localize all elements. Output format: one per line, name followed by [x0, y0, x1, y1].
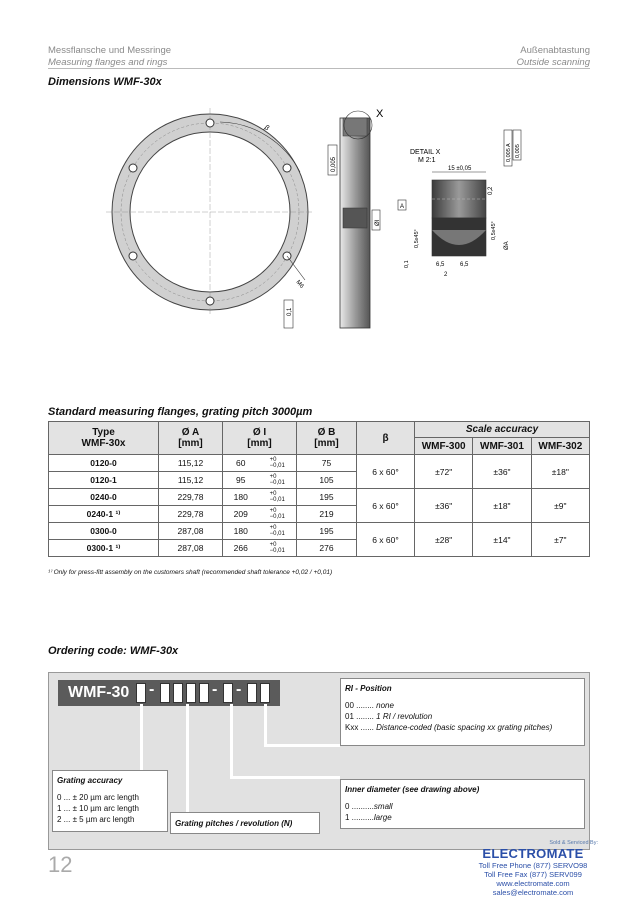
cell-i: 95 [223, 472, 259, 489]
email-link[interactable]: sales@electromate.com [492, 888, 574, 897]
leader-line [230, 776, 340, 779]
cell-i: 209 [223, 506, 259, 523]
cell-a: 287,08 [159, 523, 223, 540]
ri-position-title: RI - Position [345, 684, 392, 693]
grating-pitches-box [170, 812, 320, 834]
cell-wmf300: ±36" [415, 489, 473, 523]
ring-front-view [106, 108, 314, 328]
cell-type: 0120-0 [49, 455, 159, 472]
code-slot [186, 683, 196, 703]
svg-text:0,005: 0,005 [515, 144, 521, 158]
cell-wmf301: ±14" [473, 523, 531, 557]
header-left-title: Messflansche und Messringe [48, 45, 172, 56]
cell-i-tolerance: +0 −0,01 [259, 489, 297, 506]
grating-accuracy-box: Grating accuracy 0 ... ± 20 µm arc length 1 ... ± 10 µm arc length 2 ... ± 5 µm arc length [52, 770, 168, 832]
col-type: Type WMF-30x [49, 422, 159, 455]
leader-line [264, 704, 267, 746]
cell-a: 229,78 [159, 506, 223, 523]
leader-line [230, 704, 233, 778]
ri-position-box: RI - Position 00 ........ none 01 ........ 1 RI / revolution Kxx ...... Distance-coded (basic spacing xx grating pitches) [340, 678, 585, 746]
inner-diameter-title: Inner diameter (see drawing above) [345, 785, 480, 794]
svg-text:0,005: 0,005 [331, 156, 337, 172]
svg-text:0,5x45°: 0,5x45° [491, 221, 497, 240]
cell-wmf301: ±36" [473, 455, 531, 489]
detail-title: DETAIL X [410, 149, 441, 156]
code-slot [160, 683, 170, 703]
cell-wmf302: ±9" [531, 489, 589, 523]
cell-a: 287,08 [159, 540, 223, 557]
cell-b: 276 [297, 540, 357, 557]
website-link[interactable]: www.electromate.com [496, 879, 570, 888]
cell-beta: 6 x 60° [357, 489, 415, 523]
col-wmf301: WMF-301 [473, 438, 531, 455]
col-b: Ø B [mm] [297, 422, 357, 455]
cell-i: 60 [223, 455, 259, 472]
svg-text:15 ±0,05: 15 ±0,05 [448, 166, 472, 172]
cell-wmf301: ±18" [473, 489, 531, 523]
cell-b: 105 [297, 472, 357, 489]
svg-text:ØI: ØI [375, 219, 381, 226]
header-left [48, 45, 171, 69]
cell-i: 266 [223, 540, 259, 557]
code-dash: - [212, 681, 218, 698]
grating-accuracy-title: Grating accuracy [57, 776, 123, 785]
svg-text:0,1: 0,1 [287, 307, 293, 316]
code-dash: - [149, 681, 155, 698]
cell-type: 0120-1 [49, 472, 159, 489]
cell-type: 0240-0 [49, 489, 159, 506]
cell-i-tolerance: +0 −0,01 [259, 506, 297, 523]
detail-scale: M 2:1 [418, 157, 436, 164]
col-wmf302: WMF-302 [531, 438, 589, 455]
col-beta: β [357, 422, 415, 455]
cell-b: 195 [297, 523, 357, 540]
electromate-logo: ELECTROMATE [482, 846, 584, 861]
code-slot [199, 683, 209, 703]
page-number: 12 [48, 852, 73, 877]
cell-i-tolerance: +0 −0,01 [259, 540, 297, 557]
cell-i: 180 [223, 523, 259, 540]
code-slot [247, 683, 257, 703]
cell-i-tolerance: +0 −0,01 [259, 455, 297, 472]
cell-type: 0300-1 ¹⁾ [49, 540, 159, 557]
cell-a: 115,12 [159, 455, 223, 472]
detail-marker: X [376, 108, 384, 120]
svg-text:0,005 A: 0,005 A [506, 143, 512, 162]
svg-text:0,2: 0,2 [488, 186, 494, 195]
col-scale-accuracy: Scale accuracy [415, 422, 590, 438]
cell-a: 115,12 [159, 472, 223, 489]
svg-text:0,5x45°: 0,5x45° [414, 229, 420, 248]
cell-b: 195 [297, 489, 357, 506]
ring-side-view [328, 108, 384, 328]
svg-text:2: 2 [444, 272, 448, 278]
cell-type: 0240-1 ¹⁾ [49, 506, 159, 523]
code-slot [173, 683, 183, 703]
table-footnote: ¹⁾ Only for press-fitt assembly on the customers shaft (recommended shaft tolerance +0,02 / +0,01) [48, 569, 333, 576]
table-row [49, 489, 590, 506]
cell-beta: 6 x 60° [357, 455, 415, 489]
svg-text:ØA: ØA [504, 241, 510, 250]
cell-wmf302: ±18" [531, 455, 589, 489]
svg-text:β: β [262, 124, 271, 133]
header-right-subtitle: Outside scanning [516, 57, 590, 68]
svg-text:6,5: 6,5 [436, 262, 445, 268]
header-divider [48, 68, 590, 69]
header-right-title: Außenabtastung [520, 45, 590, 56]
leader-line [264, 744, 340, 747]
header-right [517, 45, 590, 69]
cell-i-tolerance: +0 −0,01 [259, 523, 297, 540]
ordering-title: Ordering code: WMF-30x [48, 645, 179, 657]
svg-text:M6: M6 [294, 279, 305, 290]
code-slot [223, 683, 233, 703]
detail-view [398, 130, 521, 278]
svg-text:0,1: 0,1 [404, 260, 410, 268]
code-prefix: WMF-30 [58, 680, 280, 706]
col-i: Ø I [mm] [223, 422, 297, 455]
cell-type: 0300-0 [49, 523, 159, 540]
leader-line [140, 704, 143, 770]
table-title: Standard measuring flanges, grating pitch 3000µm [48, 406, 313, 418]
col-a: Ø A [mm] [159, 422, 223, 455]
grating-pitches-title: Grating pitches / revolution (N) [175, 819, 293, 828]
technical-drawing [100, 100, 580, 340]
cell-b: 219 [297, 506, 357, 523]
cell-wmf300: ±28" [415, 523, 473, 557]
electromate-logo-block: Sold & Serviced By: ELECTROMATE Toll Free Phone (877) SERVO98 Toll Free Fax (877) SERV099 www.electromate.com sales@electromate.com [468, 840, 598, 897]
code-dash: - [236, 681, 242, 698]
svg-text:6,5: 6,5 [460, 262, 469, 268]
cell-a: 229,78 [159, 489, 223, 506]
code-slot [136, 683, 146, 703]
cell-b: 75 [297, 455, 357, 472]
flange-spec-table [48, 421, 590, 557]
cell-i-tolerance: +0 −0,01 [259, 472, 297, 489]
cell-wmf302: ±7" [531, 523, 589, 557]
table-row [49, 523, 590, 540]
cell-wmf300: ±72" [415, 455, 473, 489]
col-wmf300: WMF-300 [415, 438, 473, 455]
cell-beta: 6 x 60° [357, 523, 415, 557]
svg-text:A: A [400, 204, 405, 210]
table-row [49, 455, 590, 472]
header-left-subtitle: Measuring flanges and rings [48, 57, 168, 68]
cell-i: 180 [223, 489, 259, 506]
inner-diameter-box: Inner diameter (see drawing above) 0 ..........small 1 ..........large [340, 779, 585, 829]
leader-line [186, 704, 189, 812]
dimensions-title: Dimensions WMF-30x [48, 76, 162, 88]
code-slot [260, 683, 270, 703]
